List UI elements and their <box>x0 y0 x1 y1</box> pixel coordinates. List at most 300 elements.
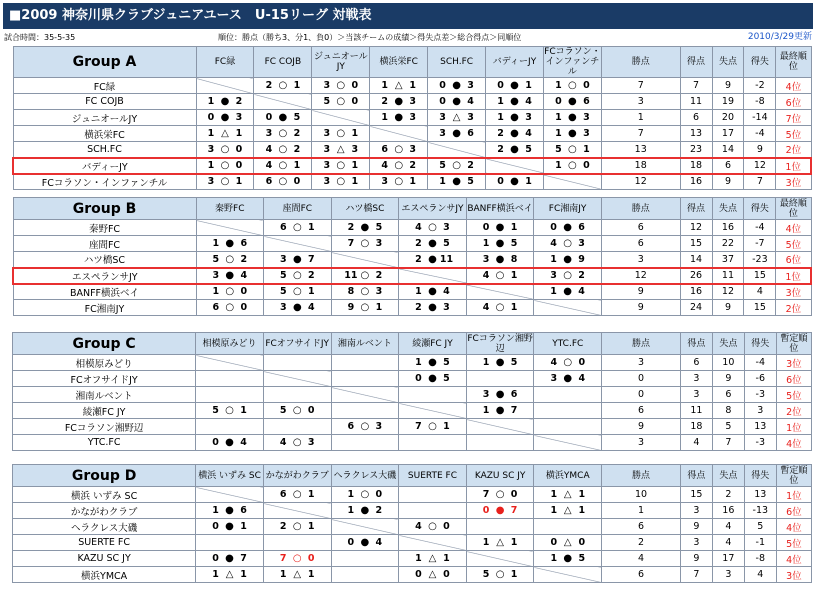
stat-ga: 10 <box>712 355 744 371</box>
stat-header: 失点 <box>712 47 744 78</box>
rank-header: 暫定順位 <box>776 333 811 355</box>
result-cell <box>331 300 399 316</box>
match-result: 2 ● 11 <box>415 253 454 265</box>
team-column-header: 横浜 いずみ SC <box>196 465 264 487</box>
stat-pts: 3 <box>602 355 681 371</box>
rank-value: 5位 <box>776 535 811 551</box>
stat-gd: 15 <box>744 300 776 316</box>
result-cell <box>196 110 254 126</box>
diagonal-cell <box>534 300 602 316</box>
team-column-header: KAZU SC JY <box>466 465 534 487</box>
result-cell <box>196 158 254 174</box>
result-cell <box>486 142 544 158</box>
table-row <box>13 158 811 174</box>
team-column-header: 相模原みどり <box>196 333 264 355</box>
match-result: 4 ○ 2 <box>265 143 301 155</box>
result-cell <box>196 252 264 268</box>
result-cell <box>466 487 534 503</box>
stat-gf: 7 <box>680 567 712 583</box>
result-cell <box>534 236 602 252</box>
match-result: 1 △ 1 <box>415 553 450 564</box>
table-row <box>13 236 811 252</box>
match-result: 2 ● 4 <box>497 128 532 139</box>
team-column-header: YTC.FC <box>534 333 602 355</box>
stat-gf: 9 <box>680 519 712 535</box>
table-row <box>13 94 811 110</box>
result-cell <box>370 158 428 174</box>
diagonal-cell <box>331 519 399 535</box>
stat-gd: -4 <box>744 126 776 142</box>
match-result: 1 ○ 0 <box>555 80 590 91</box>
stat-pts: 7 <box>601 126 680 142</box>
match-result: 5 ○ 2 <box>439 160 474 171</box>
stat-gd: -3 <box>744 435 776 451</box>
match-result: 3 ○ 0 <box>207 143 243 155</box>
result-cell <box>399 519 467 535</box>
match-result: 2 ○ 1 <box>279 521 315 532</box>
rank-value: 4位 <box>776 220 811 236</box>
stat-gf: 16 <box>680 174 712 190</box>
group-table-2 <box>12 332 812 451</box>
rank-value: 6位 <box>776 371 811 387</box>
stat-ga: 4 <box>712 535 744 551</box>
stat-ga: 14 <box>712 142 744 158</box>
stat-gf: 18 <box>680 158 712 174</box>
stat-header: 失点 <box>712 465 744 487</box>
result-cell <box>263 403 331 419</box>
result-cell <box>331 371 399 387</box>
result-cell <box>254 110 312 126</box>
diagonal-cell <box>196 78 254 94</box>
group-name: Group C <box>13 333 196 355</box>
diagonal-cell <box>331 252 399 268</box>
table-row <box>13 371 812 387</box>
team-name: KAZU SC JY <box>13 551 196 567</box>
result-cell <box>399 371 467 387</box>
match-result: 0 ● 7 <box>212 553 247 564</box>
result-cell <box>370 78 428 94</box>
match-result: 3 ○ 1 <box>381 176 416 188</box>
team-name: ヘラクレス大磯 <box>13 519 196 535</box>
stat-gd: 9 <box>744 142 776 158</box>
stat-gd: -1 <box>744 535 776 551</box>
stat-pts: 1 <box>602 503 681 519</box>
match-result: 1 ● 4 <box>497 96 532 107</box>
table-row <box>13 300 811 316</box>
result-cell <box>399 503 467 519</box>
result-cell <box>428 126 486 142</box>
result-cell <box>331 419 399 435</box>
result-cell <box>486 78 544 94</box>
rank-value: 3位 <box>776 174 811 190</box>
team-column-header: 綾瀬FC JY <box>399 333 467 355</box>
team-column-header: エスペランサJY <box>399 198 467 220</box>
match-result: 4 ○ 2 <box>381 160 416 171</box>
match-result: 1 ● 3 <box>381 112 416 123</box>
stat-header: 得失 <box>744 333 776 355</box>
result-cell <box>263 487 331 503</box>
table-row <box>13 284 811 300</box>
match-result: 5 ○ 0 <box>279 405 315 416</box>
stat-gf: 18 <box>680 419 712 435</box>
team-column-header: 湘南ルベント <box>331 333 399 355</box>
match-result: 1 ● 5 <box>482 357 518 368</box>
stat-pts: 9 <box>601 284 680 300</box>
result-cell <box>196 174 254 190</box>
header-row <box>13 47 811 78</box>
stat-ga: 9 <box>712 371 744 387</box>
stat-header: 勝点 <box>601 47 680 78</box>
group-table-3 <box>12 464 812 583</box>
table-row <box>13 519 812 535</box>
result-cell <box>264 268 332 284</box>
team-column-header: FC湘南JY <box>534 198 602 220</box>
result-cell <box>254 78 312 94</box>
result-cell <box>263 567 331 583</box>
result-cell <box>254 158 312 174</box>
result-cell <box>399 387 467 403</box>
result-cell <box>534 535 602 551</box>
table-row <box>13 435 812 451</box>
result-cell <box>399 551 467 567</box>
match-result: 3 ● 4 <box>550 373 586 384</box>
result-cell <box>466 503 534 519</box>
stat-header: 得失 <box>744 198 776 220</box>
stat-gd: 15 <box>744 268 776 284</box>
stat-gd: -8 <box>744 551 776 567</box>
match-result: 1 ● 5 <box>439 176 474 188</box>
stat-header: 失点 <box>712 333 744 355</box>
result-cell <box>196 142 254 158</box>
stat-gf: 13 <box>680 126 712 142</box>
stat-ga: 22 <box>712 236 744 252</box>
match-result: 1 ● 4 <box>415 286 450 298</box>
result-cell <box>331 567 399 583</box>
match-result: 4 ○ 1 <box>265 160 301 171</box>
match-result: 1 ● 3 <box>555 112 590 123</box>
result-cell <box>254 126 312 142</box>
match-result: 0 ● 1 <box>212 521 247 532</box>
match-result: 4 ○ 0 <box>415 521 450 532</box>
result-cell <box>534 371 602 387</box>
result-cell <box>543 78 601 94</box>
match-result: 1 ● 6 <box>212 238 248 249</box>
match-result: 1 ● 3 <box>497 112 532 123</box>
table-row <box>13 403 812 419</box>
match-result: 3 ● 6 <box>482 389 518 400</box>
team-column-header: FC緑 <box>196 47 254 78</box>
rank-value: 6位 <box>776 252 811 268</box>
result-cell <box>331 268 399 284</box>
table-row <box>13 78 811 94</box>
stat-header: 得点 <box>680 47 712 78</box>
match-result: 3 ○ 1 <box>207 176 243 188</box>
rank-value: 5位 <box>776 387 811 403</box>
result-cell <box>466 355 534 371</box>
result-cell <box>466 236 534 252</box>
match-result: 0 △ 0 <box>415 569 450 580</box>
result-cell <box>428 94 486 110</box>
table-row <box>13 268 811 284</box>
result-cell <box>534 487 602 503</box>
result-cell <box>312 126 370 142</box>
result-cell <box>399 435 467 451</box>
team-name: FCコラソン・インファンチル <box>13 174 196 190</box>
team-name: 相模原みどり <box>13 355 196 371</box>
result-cell <box>543 110 601 126</box>
team-column-header: FCコラソン湘野辺 <box>467 333 533 354</box>
result-cell <box>331 503 399 519</box>
stat-pts: 3 <box>601 252 680 268</box>
diagonal-cell <box>466 419 534 435</box>
stat-pts: 7 <box>601 78 680 94</box>
table-row <box>13 535 812 551</box>
rank-value: 5位 <box>776 126 811 142</box>
match-result: 3 ● 4 <box>212 270 248 281</box>
stat-ga: 9 <box>712 78 744 94</box>
stat-ga: 9 <box>712 300 744 316</box>
stat-header: 得点 <box>680 333 712 355</box>
stat-ga: 9 <box>712 174 744 190</box>
team-column-header: 秦野FC <box>196 198 264 220</box>
result-cell <box>263 435 331 451</box>
match-result: 6 ○ 0 <box>212 302 248 313</box>
stat-gd: 3 <box>744 403 776 419</box>
diagonal-cell <box>399 268 467 284</box>
result-cell <box>263 519 331 535</box>
stat-gf: 23 <box>680 142 712 158</box>
team-column-header: 座間FC <box>264 198 332 220</box>
stat-gd: 4 <box>744 567 776 583</box>
match-result: 5 ○ 1 <box>212 405 247 416</box>
result-cell <box>196 419 264 435</box>
match-result: 4 ○ 1 <box>482 302 518 313</box>
stat-gd: 12 <box>744 158 776 174</box>
result-cell <box>331 403 399 419</box>
stat-gf: 11 <box>680 94 712 110</box>
stat-ga: 3 <box>712 567 744 583</box>
group-name: Group A <box>13 47 196 78</box>
result-cell <box>196 268 264 284</box>
stat-ga: 5 <box>712 419 744 435</box>
match-result: 1 △ 1 <box>482 537 518 548</box>
match-result: 1 ● 5 <box>550 553 586 564</box>
rank-value: 6位 <box>776 94 811 110</box>
match-result: 4 ○ 3 <box>279 437 315 448</box>
result-cell <box>196 126 254 142</box>
team-column-header: FCコラソン・インファンチル <box>544 47 601 77</box>
result-cell <box>263 535 331 551</box>
team-name: 秦野FC <box>13 220 196 236</box>
match-result: 2 ○ 1 <box>265 80 301 91</box>
diagonal-cell <box>428 142 486 158</box>
stat-ga: 19 <box>712 94 744 110</box>
match-result: 7 ○ 3 <box>347 238 383 249</box>
match-result: 0 ● 4 <box>347 537 383 548</box>
team-name: 横浜栄FC <box>13 126 196 142</box>
result-cell <box>534 503 602 519</box>
match-result: 3 ○ 2 <box>550 270 585 281</box>
match-result: 3 ● 7 <box>280 253 315 265</box>
match-result: 1 ● 6 <box>212 505 247 516</box>
rank-value: 1位 <box>776 158 811 174</box>
result-cell <box>534 284 602 300</box>
result-cell <box>486 94 544 110</box>
diagonal-cell <box>312 110 370 126</box>
diagonal-cell <box>466 551 534 567</box>
stat-ga: 11 <box>712 268 744 284</box>
result-cell <box>399 236 467 252</box>
stat-gf: 12 <box>680 220 712 236</box>
match-result: 3 ○ 1 <box>323 128 359 139</box>
rank-value: 4位 <box>776 519 811 535</box>
result-cell <box>543 94 601 110</box>
rank-value: 4位 <box>776 435 811 451</box>
result-cell <box>534 252 602 268</box>
diagonal-cell <box>543 174 601 190</box>
match-result: 0 ● 4 <box>212 437 247 448</box>
stat-gd: -4 <box>744 220 776 236</box>
result-cell <box>466 252 534 268</box>
result-cell <box>263 355 331 371</box>
result-cell <box>399 355 467 371</box>
match-result: 5 ○ 1 <box>555 143 590 155</box>
match-result: 1 ● 2 <box>347 505 383 516</box>
rank-value: 7位 <box>776 110 811 126</box>
result-cell <box>254 142 312 158</box>
table-row <box>13 142 811 158</box>
team-column-header: FC COJB <box>254 47 312 78</box>
result-cell <box>370 174 428 190</box>
match-result: 1 ● 9 <box>550 253 585 265</box>
result-cell <box>196 94 254 110</box>
stat-gf: 3 <box>680 371 712 387</box>
result-cell <box>534 355 602 371</box>
stat-pts: 13 <box>601 142 680 158</box>
match-result: 4 ○ 3 <box>415 222 450 233</box>
result-cell <box>399 487 467 503</box>
result-cell <box>196 503 264 519</box>
match-result: 0 ● 3 <box>439 80 474 91</box>
diagonal-cell <box>331 387 399 403</box>
table-row <box>13 110 811 126</box>
stat-gf: 3 <box>680 535 712 551</box>
diagonal-cell <box>534 567 602 583</box>
diagonal-cell <box>399 535 467 551</box>
result-cell <box>196 567 264 583</box>
table-row <box>13 419 812 435</box>
stat-gd: -8 <box>744 94 776 110</box>
stat-ga: 37 <box>712 252 744 268</box>
result-cell <box>312 142 370 158</box>
rank-header: 最終順位 <box>776 47 811 78</box>
team-name: YTC.FC <box>13 435 196 451</box>
group-name: Group D <box>13 465 196 487</box>
stat-pts: 6 <box>602 403 681 419</box>
group-table-0 <box>12 46 812 190</box>
stat-pts: 18 <box>601 158 680 174</box>
stat-header: 得点 <box>680 465 712 487</box>
match-result: 1 △ 1 <box>550 505 586 516</box>
result-cell <box>466 371 534 387</box>
team-name: FCオフサイドJY <box>13 371 196 387</box>
stat-gf: 4 <box>680 435 712 451</box>
page-title: ■2009 神奈川県クラブジュニアユース U-15リーグ 対戦表 <box>3 3 813 29</box>
match-result: 2 ● 5 <box>347 222 383 233</box>
stat-pts: 3 <box>601 94 680 110</box>
team-name: FC湘南JY <box>13 300 196 316</box>
rank-value: 2位 <box>776 300 811 316</box>
result-cell <box>486 126 544 142</box>
stat-pts: 4 <box>602 551 681 567</box>
match-time: 試合時間：35-5-35 <box>4 33 76 42</box>
match-result: 0 ● 6 <box>550 222 585 233</box>
rank-value: 1位 <box>776 268 811 284</box>
stat-pts: 0 <box>602 371 681 387</box>
match-result: 0 ● 4 <box>439 96 474 107</box>
table-row <box>13 252 811 268</box>
stat-gf: 3 <box>680 387 712 403</box>
diagonal-cell <box>370 126 428 142</box>
match-result: 3 ● 8 <box>482 253 518 265</box>
table-row <box>13 503 812 519</box>
result-cell <box>331 551 399 567</box>
match-result: 3 ○ 2 <box>265 128 301 139</box>
match-result: 5 ○ 1 <box>482 569 518 580</box>
rank-header: 最終順位 <box>776 198 811 220</box>
result-cell <box>399 220 467 236</box>
result-cell <box>534 220 602 236</box>
stat-ga: 6 <box>712 158 744 174</box>
match-result: 8 ○ 3 <box>347 286 383 298</box>
result-cell <box>264 252 332 268</box>
stat-gf: 9 <box>680 551 712 567</box>
team-name: 座間FC <box>13 236 196 252</box>
stat-header: 勝点 <box>602 465 681 487</box>
result-cell <box>370 94 428 110</box>
diagonal-cell <box>196 355 264 371</box>
team-column-header: 横浜YMCA <box>534 465 602 487</box>
rank-value: 4位 <box>776 78 811 94</box>
result-cell <box>263 551 331 567</box>
result-cell <box>312 78 370 94</box>
rank-value: 4位 <box>776 551 811 567</box>
stat-gd: 4 <box>744 284 776 300</box>
stat-gf: 26 <box>680 268 712 284</box>
result-cell <box>466 567 534 583</box>
stat-pts: 0 <box>602 387 681 403</box>
result-cell <box>312 158 370 174</box>
ranking-rule: 順位：勝点（勝ち3、分1、負0）＞当該チームの成績＞得失点差＞総合得点＞同順位 <box>218 33 522 42</box>
match-result: 6 ○ 0 <box>265 176 301 188</box>
result-cell <box>264 300 332 316</box>
team-column-header: バディーJY <box>486 47 544 78</box>
stat-gd: -14 <box>744 110 776 126</box>
match-result: 6 ○ 1 <box>279 489 315 500</box>
stat-gd: -4 <box>744 355 776 371</box>
stat-gd: -7 <box>744 236 776 252</box>
match-result: 3 ○ 0 <box>323 80 359 91</box>
team-column-header: ジュニオールJY <box>312 47 370 78</box>
result-cell <box>486 110 544 126</box>
stat-gf: 24 <box>680 300 712 316</box>
stat-gf: 11 <box>680 403 712 419</box>
match-result: 1 ● 5 <box>415 357 450 368</box>
table-row <box>13 487 812 503</box>
rank-value: 2位 <box>776 142 811 158</box>
result-cell <box>466 268 534 284</box>
result-cell <box>312 174 370 190</box>
